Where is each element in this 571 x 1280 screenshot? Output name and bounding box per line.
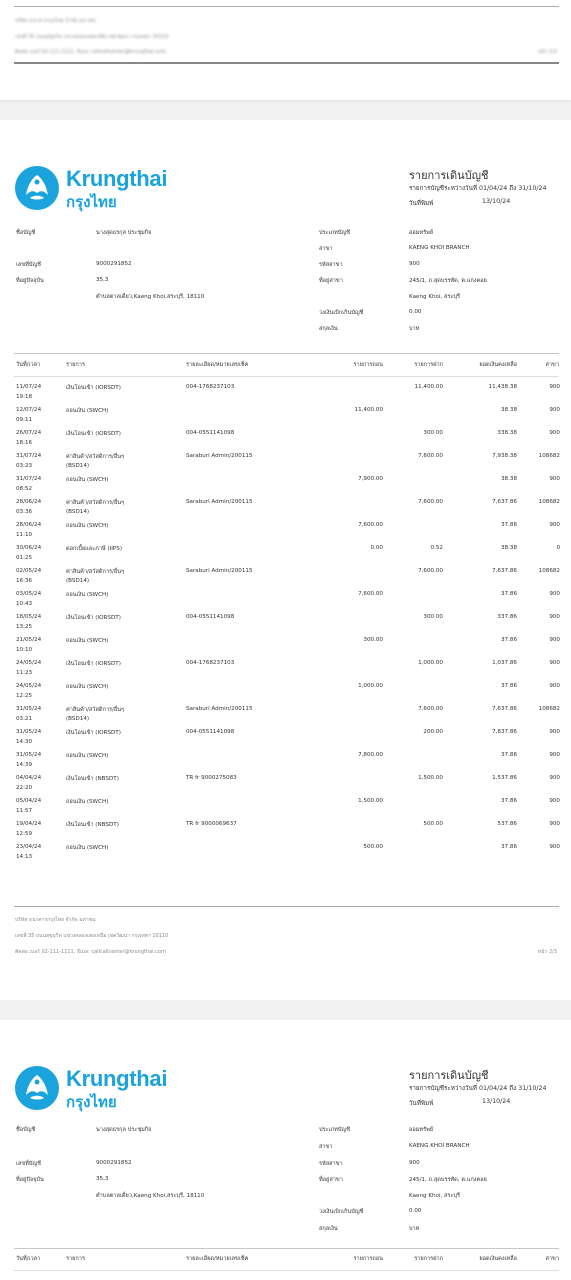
row-balance: 7,938.38 <box>492 453 517 459</box>
table-row <box>0 545 571 568</box>
branch-label: สาขา <box>319 1144 333 1150</box>
account-name: นางสุดธรกุล ประชุมกิจ <box>96 230 152 236</box>
row-withdrawal: 1,000.00 <box>358 683 383 689</box>
address-line1: 35,3 <box>96 277 109 283</box>
row-branch: 900 <box>549 729 560 735</box>
row-branch: 900 <box>549 821 560 827</box>
row-detail: 004-0551141098 <box>186 729 235 735</box>
table-top-rule <box>14 353 559 354</box>
row-date: 31/05/24 <box>16 729 42 735</box>
row-date: 12/07/24 <box>16 407 42 413</box>
table-row <box>0 752 571 775</box>
row-description-code: (BSD14) <box>66 509 90 515</box>
row-date: 04/04/24 <box>16 775 42 781</box>
row-time: 11:23 <box>16 670 33 676</box>
address-line1: 35,3 <box>96 1176 109 1182</box>
table-row <box>0 706 571 729</box>
row-description: ค่าสินค้า/สวัสดิการ/อื่นๆ <box>66 707 125 713</box>
table-row <box>0 637 571 660</box>
row-withdrawal: 7,900.00 <box>358 476 383 482</box>
branch-address-line2: Kaeng Khoi, สระบุรี <box>409 294 461 300</box>
row-balance: 38.38 <box>500 407 517 413</box>
brand-name-th: กรุงไทย <box>66 1094 117 1111</box>
row-date: 30/06/24 <box>16 545 42 551</box>
row-detail: TR fr 9000275083 <box>186 775 237 781</box>
row-branch: 900 <box>549 384 560 390</box>
row-withdrawal: 11,400.00 <box>354 407 383 413</box>
brand-name-th: กรุงไทย <box>66 194 117 211</box>
row-time: 11:57 <box>16 808 33 814</box>
overdraft-label: วงเงินเบิกเกินบัญชี <box>319 310 364 316</box>
branch-address-label: ที่อยู่สาขา <box>319 278 343 284</box>
footer-contact: ติดต่อ เบอร์ 02-111-1111, อีเมล: callcallcenter@krungthai.com <box>15 949 166 955</box>
table-row <box>0 499 571 522</box>
table-row <box>0 660 571 683</box>
row-time: 03:21 <box>16 716 33 722</box>
currency-label: สกุลเงิน <box>319 1226 338 1232</box>
col-desc-header: รายการ <box>66 362 85 368</box>
row-withdrawal: 500.00 <box>363 844 383 850</box>
row-description: ถอนเงิน (SWCH) <box>66 684 109 690</box>
row-description: ดอกเบี้ยและภาษี (IIPS) <box>66 546 123 552</box>
document-title: รายการเดินบัญชี <box>409 169 489 182</box>
row-branch: 900 <box>549 614 560 620</box>
row-branch: 900 <box>549 522 560 528</box>
row-date: 31/05/24 <box>16 706 42 712</box>
col-detail-header: รายละเอียด/หมายเลขเช็ค <box>186 1256 249 1262</box>
row-balance: 37.86 <box>500 522 517 528</box>
row-time: 14:13 <box>16 854 33 860</box>
row-detail: Saraburi Admin/200115 <box>186 499 253 505</box>
row-deposit: 500.00 <box>423 821 443 827</box>
table-row <box>0 522 571 545</box>
table-row <box>0 568 571 591</box>
footer-address: เลขที่ 35 ถนนสุขุมวิท แขวงคลองเตยเหนือ เขตวัฒนา กรุงเทพฯ 10110 <box>15 933 169 939</box>
table-row <box>0 453 571 476</box>
row-date: 31/05/24 <box>16 752 42 758</box>
overdraft-value: 0.00 <box>409 1208 422 1214</box>
row-description-code: (BSD14) <box>66 463 90 469</box>
statement-period: รายการบัญชีระหว่างวันที่ 01/04/24 ถึง 31/10/24 <box>409 1085 547 1092</box>
row-time: 10:43 <box>16 601 33 607</box>
branch-label: สาขา <box>319 246 333 252</box>
row-time: 14:39 <box>16 762 33 768</box>
previous-page <box>0 0 571 100</box>
row-branch: 900 <box>549 683 560 689</box>
row-date: 28/06/24 <box>16 499 42 505</box>
row-detail: 004-0551141098 <box>186 614 235 620</box>
row-date: 31/07/24 <box>16 476 42 482</box>
account-number: 9000291852 <box>96 1160 132 1166</box>
row-time: 22:20 <box>16 785 33 791</box>
row-withdrawal: 7,600.00 <box>358 522 383 528</box>
address-label: ที่อยู่ปัจจุบัน <box>16 1177 44 1183</box>
row-description: เงินโอนเข้า (IORSDT) <box>66 385 121 391</box>
row-branch: 900 <box>549 775 560 781</box>
row-balance: 38.38 <box>500 476 517 482</box>
branch-name: KAENG KHOI BRANCH <box>409 1143 470 1149</box>
row-branch: 900 <box>549 407 560 413</box>
row-time: 12:25 <box>16 693 33 699</box>
row-deposit: 7,600.00 <box>418 706 443 712</box>
row-deposit: 7,600.00 <box>418 453 443 459</box>
col-branch-header: สาขา <box>545 1256 559 1262</box>
footer-divider <box>14 6 559 7</box>
row-withdrawal: 7,600.00 <box>358 591 383 597</box>
row-date: 28/06/24 <box>16 522 42 528</box>
row-time: 14:30 <box>16 739 33 745</box>
branch-code-label: รหัสสาขา <box>319 262 343 268</box>
col-balance-header: ยอดเงินคงเหลือ <box>479 1256 517 1262</box>
row-description: ค่าสินค้า/สวัสดิการ/อื่นๆ <box>66 569 125 575</box>
row-description: เงินโอนเข้า (IORSDT) <box>66 661 121 667</box>
row-branch: 0 <box>556 545 560 551</box>
row-withdrawal: 300.00 <box>363 637 383 643</box>
account-number-label: เลขที่บัญชี <box>16 1161 41 1167</box>
row-balance: 37.86 <box>500 752 517 758</box>
table-row <box>0 798 571 821</box>
row-balance: 37.86 <box>500 637 517 643</box>
row-branch: 900 <box>549 637 560 643</box>
brand-name-en: Krungthai <box>66 166 168 191</box>
row-time: 03:36 <box>16 509 33 515</box>
row-description-code: (BSD14) <box>66 716 90 722</box>
row-balance: 338.38 <box>497 430 517 436</box>
bird-emblem-icon <box>14 165 60 211</box>
row-balance: 37.86 <box>500 798 517 804</box>
branch-code: 900 <box>409 1160 420 1166</box>
row-balance: 38.38 <box>500 545 517 551</box>
row-date: 23/04/24 <box>16 844 42 850</box>
account-name: นางสุดธรกุล ประชุมกิจ <box>96 1127 152 1133</box>
address-label: ที่อยู่ปัจจุบัน <box>16 278 44 284</box>
row-branch: 108682 <box>538 453 560 459</box>
row-detail: TR fr 9000069637 <box>186 821 237 827</box>
row-date: 11/07/24 <box>16 384 42 390</box>
row-description: ถอนเงิน (SWCH) <box>66 799 109 805</box>
row-branch: 900 <box>549 752 560 758</box>
next-statement-page <box>0 1020 571 1280</box>
overdraft-value: 0.00 <box>409 309 422 315</box>
row-balance: 537.86 <box>497 821 517 827</box>
col-deposit-header: รายการฝาก <box>414 1256 443 1262</box>
col-withdrawal-header: รายการถอน <box>353 1256 383 1262</box>
overdraft-label: วงเงินเบิกเกินบัญชี <box>319 1209 364 1215</box>
account-number-label: เลขที่บัญชี <box>16 262 41 268</box>
krungthai-logo <box>14 165 174 215</box>
row-withdrawal: 1,500.00 <box>358 798 383 804</box>
row-balance: 7,837.86 <box>492 729 517 735</box>
row-time: 16:36 <box>16 578 33 584</box>
table-header-rule <box>14 376 559 377</box>
footer-page-number: หน้า 2/3 <box>537 949 557 955</box>
row-balance: 37.86 <box>500 683 517 689</box>
row-description: เงินโอนเข้า (NBSDT) <box>66 776 119 782</box>
row-time: 13:25 <box>16 624 33 630</box>
row-description: ค่าสินค้า/สวัสดิการ/อื่นๆ <box>66 500 125 506</box>
col-detail-header: รายละเอียด/หมายเลขเช็ค <box>186 362 249 368</box>
print-date: 13/10/24 <box>482 198 511 205</box>
address-line2: ตำบลตาลเดี่ยว,Kaeng Khoi,สระบุรี, 18110 <box>96 294 205 300</box>
branch-name: KAENG KHOI BRANCH <box>409 245 470 251</box>
statement-period: รายการบัญชีระหว่างวันที่ 01/04/24 ถึง 31/10/24 <box>409 185 547 192</box>
table-row <box>0 844 571 867</box>
table-row <box>0 821 571 844</box>
row-time: 11:10 <box>16 532 33 538</box>
row-date: 24/05/24 <box>16 683 42 689</box>
row-balance: 11,438.38 <box>488 384 517 390</box>
row-description: ถอนเงิน (SWCH) <box>66 753 109 759</box>
krungthai-logo <box>14 1065 174 1115</box>
row-description: ถอนเงิน (SWCH) <box>66 408 109 414</box>
branch-code-label: รหัสสาขา <box>319 1161 343 1167</box>
footer-address: เลขที่ 35 ถนนสุขุมวิท แขวงคลองเตยเหนือ เขตวัฒนา กรุงเทพฯ 10110 <box>15 34 169 40</box>
account-type: ออมทรัพย์ <box>409 230 434 236</box>
brand-name-en: Krungthai <box>66 1066 168 1091</box>
statement-page <box>0 120 571 1000</box>
branch-address-line1: 245/1, ถ.สุดบรรทัด, ต.แก่งคอย <box>409 1177 487 1183</box>
table-row <box>0 384 571 407</box>
col-date-header: วันที่/เวลา <box>16 362 41 368</box>
row-balance: 7,637.86 <box>492 706 517 712</box>
table-row <box>0 683 571 706</box>
row-description: ถอนเงิน (SWCH) <box>66 523 109 529</box>
row-branch: 900 <box>549 844 560 850</box>
row-date: 26/07/24 <box>16 430 42 436</box>
row-description: ถอนเงิน (SWCH) <box>66 477 109 483</box>
branch-code: 900 <box>409 261 420 267</box>
row-date: 21/05/24 <box>16 637 42 643</box>
row-deposit: 7,600.00 <box>418 499 443 505</box>
row-time: 10:10 <box>16 647 33 653</box>
document-title: รายการเดินบัญชี <box>409 1069 489 1082</box>
table-row <box>0 775 571 798</box>
table-top-rule <box>14 1248 559 1249</box>
table-row <box>0 591 571 614</box>
account-type-label: ประเภทบัญชี <box>319 1127 350 1133</box>
row-description: เงินโอนเข้า (NBSDT) <box>66 822 119 828</box>
row-branch: 900 <box>549 430 560 436</box>
footer-divider <box>14 906 559 907</box>
currency-value: บาท <box>409 326 420 332</box>
table-row <box>0 476 571 499</box>
account-type: ออมทรัพย์ <box>409 1127 434 1133</box>
footer-company: บริษัท ธนาคารกรุงไทย จำกัด มหาชน <box>15 18 96 24</box>
footer-page-number: หน้า 1/3 <box>537 49 557 55</box>
row-deposit: 200.00 <box>423 729 443 735</box>
print-date-label: วันที่พิมพ์ <box>409 200 434 207</box>
row-branch: 900 <box>549 476 560 482</box>
row-date: 03/05/24 <box>16 591 42 597</box>
transaction-table <box>0 384 571 867</box>
row-time: 19:18 <box>16 394 33 400</box>
row-description: ถอนเงิน (SWCH) <box>66 592 109 598</box>
row-detail: 004-0551141098 <box>186 430 235 436</box>
row-description: ค่าสินค้า/สวัสดิการ/อื่นๆ <box>66 454 125 460</box>
row-branch: 108682 <box>538 499 560 505</box>
row-balance: 1,037.86 <box>492 660 517 666</box>
row-balance: 37.86 <box>500 844 517 850</box>
currency-value: บาท <box>409 1226 420 1232</box>
row-time: 08:52 <box>16 486 33 492</box>
row-description: เงินโอนเข้า (IORSDT) <box>66 730 121 736</box>
branch-address-line1: 245/1, ถ.สุดบรรทัด, ต.แก่งคอย <box>409 278 487 284</box>
row-time: 12:59 <box>16 831 33 837</box>
row-detail: 004-1768237103 <box>186 660 235 666</box>
row-withdrawal: 0.00 <box>370 545 383 551</box>
row-detail: Saraburi Admin/200115 <box>186 706 253 712</box>
print-date: 13/10/24 <box>482 1098 511 1105</box>
row-description: ถอนเงิน (SWCH) <box>66 638 109 644</box>
account-type-label: ประเภทบัญชี <box>319 230 350 236</box>
row-description: ถอนเงิน (SWCH) <box>66 845 109 851</box>
row-date: 02/05/24 <box>16 568 42 574</box>
row-deposit: 1,000.00 <box>418 660 443 666</box>
row-deposit: 0.52 <box>430 545 443 551</box>
table-header-rule <box>14 1270 559 1271</box>
account-name-label: ชื่อบัญชี <box>16 230 36 236</box>
row-time: 03:23 <box>16 463 33 469</box>
col-desc-header: รายการ <box>66 1256 85 1262</box>
row-date: 24/05/24 <box>16 660 42 666</box>
row-branch: 108682 <box>538 568 560 574</box>
row-branch: 900 <box>549 660 560 666</box>
col-date-header: วันที่/เวลา <box>16 1256 41 1262</box>
account-name-label: ชื่อบัญชี <box>16 1127 36 1133</box>
table-row <box>0 430 571 453</box>
row-description: เงินโอนเข้า (IORSDT) <box>66 431 121 437</box>
row-branch: 900 <box>549 798 560 804</box>
page-bottom-rule <box>14 62 559 64</box>
col-branch-header: สาขา <box>545 362 559 368</box>
account-number: 9000291852 <box>96 261 132 267</box>
col-withdrawal-header: รายการถอน <box>353 362 383 368</box>
row-description: เงินโอนเข้า (IORSDT) <box>66 615 121 621</box>
table-row <box>0 407 571 430</box>
row-date: 31/07/24 <box>16 453 42 459</box>
row-date: 05/04/24 <box>16 798 42 804</box>
row-withdrawal: 7,800.00 <box>358 752 383 758</box>
table-row <box>0 729 571 752</box>
row-branch: 108682 <box>538 706 560 712</box>
branch-address-label: ที่อยู่สาขา <box>319 1177 343 1183</box>
col-balance-header: ยอดเงินคงเหลือ <box>479 362 517 368</box>
row-deposit: 11,400.00 <box>414 384 443 390</box>
row-balance: 1,537.86 <box>492 775 517 781</box>
row-detail: Saraburi Admin/200115 <box>186 453 253 459</box>
row-branch: 900 <box>549 591 560 597</box>
footer-contact: ติดต่อ เบอร์ 02-111-1111, อีเมล: callcallcenter@krungthai.com <box>15 49 166 55</box>
row-deposit: 300.00 <box>423 430 443 436</box>
row-date: 18/05/24 <box>16 614 42 620</box>
row-balance: 37.86 <box>500 591 517 597</box>
branch-address-line2: Kaeng Khoi, สระบุรี <box>409 1193 461 1199</box>
currency-label: สกุลเงิน <box>319 326 338 332</box>
bird-emblem-icon <box>14 1065 60 1111</box>
row-time: 01:25 <box>16 555 33 561</box>
row-detail: Saraburi Admin/200115 <box>186 568 253 574</box>
row-detail: 004-1768237103 <box>186 384 235 390</box>
row-deposit: 1,500.00 <box>418 775 443 781</box>
row-balance: 7,637.86 <box>492 568 517 574</box>
row-balance: 337.86 <box>497 614 517 620</box>
address-line2: ตำบลตาลเดี่ยว,Kaeng Khoi,สระบุรี, 18110 <box>96 1193 205 1199</box>
row-time: 09:11 <box>16 417 33 423</box>
footer-company: บริษัท ธนาคารกรุงไทย จำกัด มหาชน <box>15 917 96 923</box>
table-row <box>0 614 571 637</box>
print-date-label: วันที่พิมพ์ <box>409 1100 434 1107</box>
col-deposit-header: รายการฝาก <box>414 362 443 368</box>
row-time: 18:16 <box>16 440 33 446</box>
row-balance: 7,637.86 <box>492 499 517 505</box>
row-date: 19/04/24 <box>16 821 42 827</box>
row-deposit: 7,600.00 <box>418 568 443 574</box>
row-description-code: (BSD14) <box>66 578 90 584</box>
row-deposit: 300.00 <box>423 614 443 620</box>
